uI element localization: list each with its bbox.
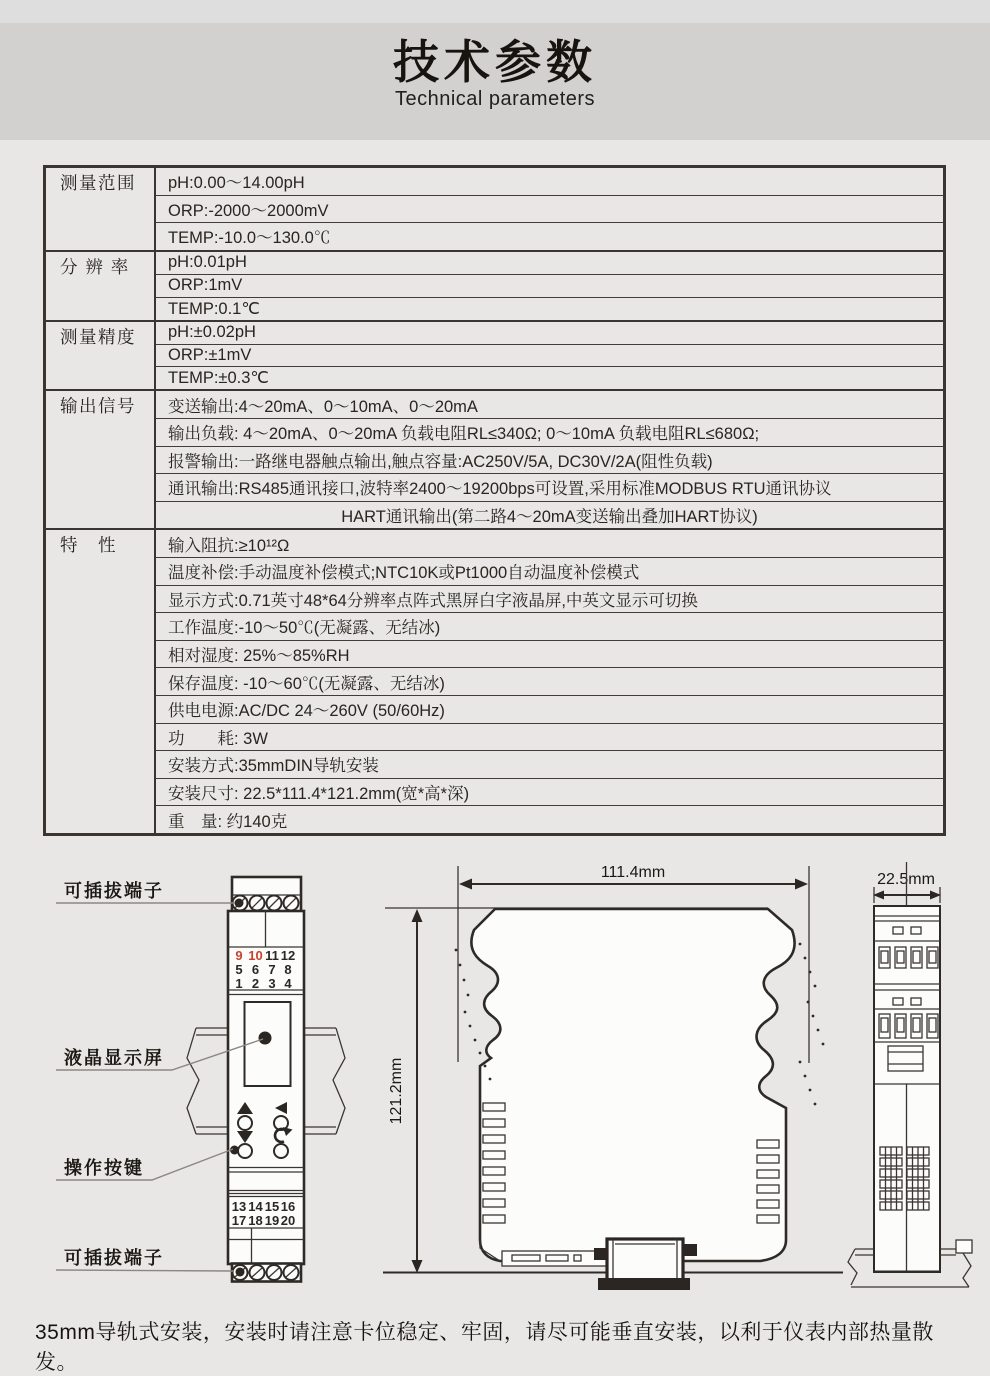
terminal-number: 10: [248, 948, 263, 963]
spec-row: 输入阻抗:≥10¹²Ω: [168, 536, 290, 555]
footer-note: 35mm导轨式安装，安装时请注意卡位稳定、牢固，请尽可能垂直安装，以利于仪表内部热量散发。: [35, 1321, 934, 1374]
callout-bottom-terminal: 可插拔端子: [64, 1248, 164, 1268]
terminal-number: 2: [251, 976, 260, 991]
terminal-number: 1: [235, 976, 243, 991]
spec-group: [46, 168, 943, 250]
spec-group-values: [156, 168, 943, 250]
spec-row: pH:0.00～14.00pH: [168, 174, 305, 193]
spec-row: 工作温度:-10～50℃(无凝露、无结冰): [156, 612, 943, 640]
spec-row: 功 耗: 3W: [156, 723, 943, 751]
height-dimension: [388, 909, 423, 1273]
spec-row: 报警输出:一路继电器触点输出,触点容量:AC250V/5A, DC30V/2A(阻性负载): [156, 446, 943, 474]
spec-group-values: [156, 252, 943, 320]
terminal-number: 7: [268, 962, 276, 977]
spec-row: 安装尺寸: 22.5*111.4*121.2mm(宽*高*深): [156, 778, 943, 806]
spec-group-label: 测量范围: [46, 168, 156, 250]
spec-row: 安装方式:35mmDIN导轨安装: [156, 750, 943, 778]
spec-row: 相对湿度: 25%～85%RH: [156, 640, 943, 668]
header-band: [0, 23, 990, 140]
terminal-number: 5: [235, 962, 243, 977]
terminal-number: 16: [280, 1199, 296, 1214]
spec-row: ORP:1mV: [156, 274, 943, 297]
terminal-number: 6: [251, 962, 260, 977]
terminal-number: 13: [231, 1199, 247, 1214]
spec-row: 输出负载: 4～20mA、0～20mA 负载电阻RL≤340Ω; 0～10mA 负载电阻RL≤680Ω;: [156, 418, 943, 446]
terminal-number: 17: [231, 1213, 247, 1228]
spec-row: TEMP:-10.0～130.0℃: [156, 222, 943, 250]
top-terminal-block: [232, 877, 301, 912]
spec-row: 重 量: 约140克: [156, 805, 943, 833]
side-view-diagram: [383, 864, 843, 1290]
spec-group-values: [156, 530, 943, 833]
spec-row: ORP:±1mV: [156, 344, 943, 367]
spec-group-label: 输出信号: [46, 391, 156, 528]
spec-group: [46, 528, 943, 833]
terminal-number: 9: [235, 948, 243, 963]
terminal-number: 19: [264, 1213, 280, 1228]
terminal-number: 20: [280, 1213, 296, 1228]
end-width-dimension-label: 22.5mm: [877, 871, 935, 888]
width-dimension: [459, 864, 808, 890]
terminal-number: 4: [284, 976, 292, 991]
down-button: [238, 1144, 252, 1158]
spec-row: 变送输出:4～20mA、0～10mA、0～20mA: [168, 397, 478, 416]
spec-row: pH:±0.02pH: [168, 323, 256, 342]
terminal-number: 8: [284, 962, 292, 977]
height-dimension-label: 121.2mm: [388, 1057, 405, 1125]
spec-group: [46, 250, 943, 320]
spec-row: 供电电源:AC/DC 24～260V (50/60Hz): [156, 695, 943, 723]
spec-row: 显示方式:0.71英寸48*64分辨率点阵式黑屏白字液晶屏,中英文显示可切换: [156, 585, 943, 613]
terminal-number: 15: [264, 1199, 280, 1214]
callout-buttons: 操作按键: [64, 1158, 144, 1178]
spec-row: HART通讯输出(第二路4～20mA变送输出叠加HART协议): [156, 501, 943, 529]
callout-lcd: 液晶显示屏: [64, 1048, 164, 1068]
spec-group: [46, 389, 943, 528]
spec-row: pH:0.01pH: [168, 253, 247, 272]
terminal-number: 11: [265, 948, 279, 963]
top-strip: [0, 0, 990, 23]
spec-group-label: 测量精度: [46, 322, 156, 390]
spec-group: [46, 320, 943, 390]
spec-row: 保存温度: -10～60℃(无凝露、无结冰): [156, 667, 943, 695]
spec-group-label: 特 性: [46, 530, 156, 833]
spec-row: 温度补偿:手动温度补偿模式;NTC10K或Pt1000自动温度补偿模式: [156, 557, 943, 585]
spec-row: ORP:-2000～2000mV: [156, 195, 943, 223]
page-title: 技术参数: [393, 36, 597, 88]
page-subtitle: Technical parameters: [394, 87, 596, 110]
spec-row: TEMP:±0.3℃: [156, 366, 943, 389]
spec-group-values: [156, 322, 943, 390]
rail-latch: [888, 1046, 923, 1071]
spec-group-values: [156, 391, 943, 528]
enter-button: [274, 1144, 288, 1158]
spec-table: [43, 165, 946, 836]
terminal-number: 18: [248, 1213, 263, 1228]
terminal-number: 12: [280, 948, 296, 963]
terminal-number: 3: [268, 976, 276, 991]
front-view-diagram: [56, 877, 345, 1282]
width-dimension-label: 111.4mm: [600, 864, 666, 881]
end-view-diagram: [848, 862, 972, 1287]
callout-top-terminal: 可插拔端子: [64, 881, 164, 901]
terminal-number: 14: [248, 1199, 263, 1214]
spec-row: 通讯输出:RS485通讯接口,波特率2400～19200bps可设置,采用标准MODBUS RTU通讯协议: [156, 473, 943, 501]
installation-diagrams: [0, 845, 990, 1315]
up-button: [238, 1116, 252, 1130]
spec-row: TEMP:0.1℃: [156, 297, 943, 320]
spec-group-label: 分 辨 率: [46, 252, 156, 320]
bottom-terminal-block: [232, 1264, 301, 1282]
